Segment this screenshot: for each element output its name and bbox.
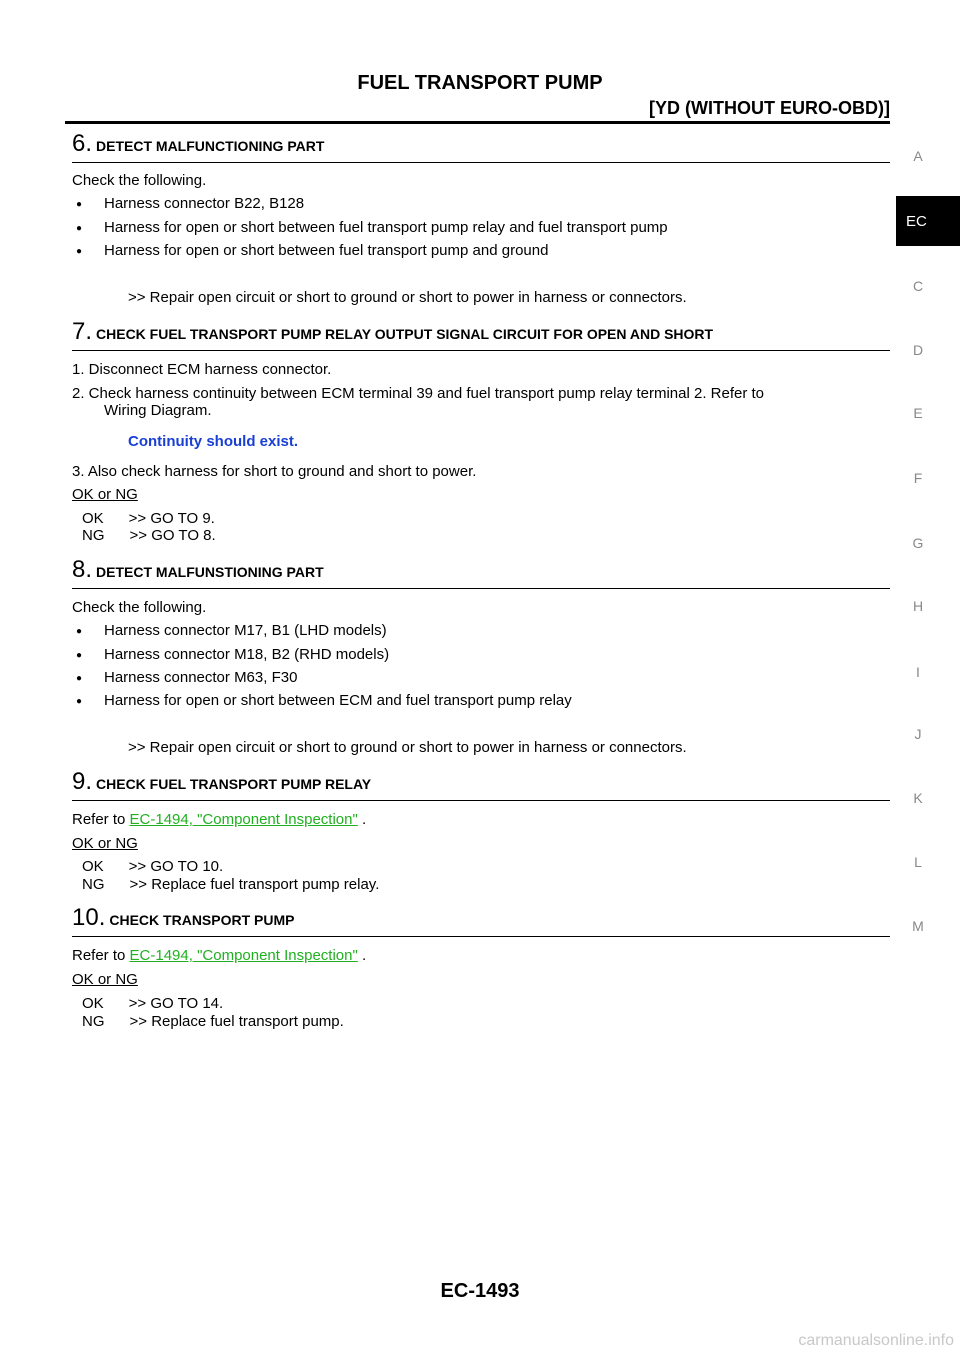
section-10-heading [72,904,890,937]
section-8-heading [72,556,890,589]
side-tab-m[interactable]: M [912,918,924,934]
section-8-result: >> Repair open circuit or short to ground or short to power in harness or connectors. [128,739,687,756]
step-title: CHECK TRANSPORT PUMP [109,912,295,928]
step-number: 6. [72,130,93,157]
section-6-bullet: ● Harness for open or short between fuel transport pump and ground [104,242,548,259]
section-7-spec: Continuity should exist. [128,433,299,450]
page-number: EC-1493 [440,1280,520,1302]
side-tab-k[interactable]: K [913,790,923,806]
side-tab-l[interactable]: L [914,854,922,870]
section-6-intro: Check the following. [72,172,207,189]
step-title: DETECT MALFUNCTIONING PART [96,138,325,154]
section-9-okng: OK or NG [72,835,138,852]
section-10-refer [72,947,366,964]
section-8-intro: Check the following. [72,599,207,616]
page-title: FUEL TRANSPORT PUMP [357,72,603,94]
step-title: CHECK FUEL TRANSPORT PUMP RELAY OUTPUT SIGNAL CIRCUIT FOR OPEN AND SHORT [96,326,714,342]
side-tab-a[interactable]: A [913,148,923,164]
side-tab-g[interactable]: G [912,535,924,551]
refer-suffix: . [357,811,367,828]
side-tab-h[interactable]: H [912,598,924,614]
section-6-result: >> Repair open circuit or short to ground or short to power in harness or connectors. [128,289,687,306]
section-8-bullet: ● Harness connector M17, B1 (LHD models) [104,622,387,639]
refer-prefix: Refer to [72,811,130,828]
section-7-step3: 3. Also check harness for short to ground and short to power. [72,463,477,480]
side-tab-ec-active[interactable]: EC [896,196,960,246]
section-9-refer [72,811,366,828]
side-tab-e[interactable]: E [913,405,923,421]
refer-suffix: . [357,947,367,964]
step-title: CHECK FUEL TRANSPORT PUMP RELAY [96,776,372,792]
section-8-bullet: ● Harness connector M18, B2 (RHD models) [104,646,389,663]
component-inspection-link[interactable]: EC-1494, "Component Inspection" [129,947,358,964]
section-10-ok: OK >> GO TO 14. [82,995,224,1012]
page-subtitle: [YD (WITHOUT EURO-OBD)] [649,98,890,118]
section-10-ng: NG >> Replace fuel transport pump. [82,1013,344,1030]
section-7-step1: 1. Disconnect ECM harness connector. [72,361,332,378]
refer-prefix: Refer to [72,947,130,964]
section-9-ok: OK >> GO TO 10. [82,858,224,875]
section-7-okng: OK or NG [72,486,138,503]
component-inspection-link[interactable]: EC-1494, "Component Inspection" [129,811,358,828]
step-number: 7. [72,318,93,345]
section-6-bullet: ● Harness for open or short between fuel transport pump relay and fuel transport pump [104,219,668,236]
step-title: DETECT MALFUNSTIONING PART [96,564,324,580]
section-8-bullet: ● Harness for open or short between ECM and fuel transport pump relay [104,692,572,709]
section-6-heading [72,130,890,163]
section-9-heading [72,768,890,801]
step-number: 8. [72,556,93,583]
section-10-okng: OK or NG [72,971,138,988]
section-6-bullet: ● Harness connector B22, B128 [104,195,304,212]
section-8-bullet: ● Harness connector M63, F30 [104,669,297,686]
step-number: 10. [72,904,106,931]
header-rule [65,121,890,124]
step-number: 9. [72,768,93,795]
section-9-ng: NG >> Replace fuel transport pump relay. [82,876,380,893]
side-tab-d[interactable]: D [912,342,924,358]
section-7-step2a: 2. Check harness continuity between ECM terminal 39 and fuel transport pump relay terminal 2. Refer to [72,385,765,402]
side-tab-f[interactable]: F [913,470,923,486]
side-tab-i[interactable]: I [916,664,920,680]
side-tab-j[interactable]: J [914,726,922,742]
section-7-ok: OK >> GO TO 9. [82,510,215,527]
section-7-heading [72,318,890,351]
section-7-step2b: Wiring Diagram. [104,402,212,419]
watermark: carmanualsonline.info [798,1332,954,1349]
section-7-ng: NG >> GO TO 8. [82,527,216,544]
side-tab-c[interactable]: C [912,278,924,294]
